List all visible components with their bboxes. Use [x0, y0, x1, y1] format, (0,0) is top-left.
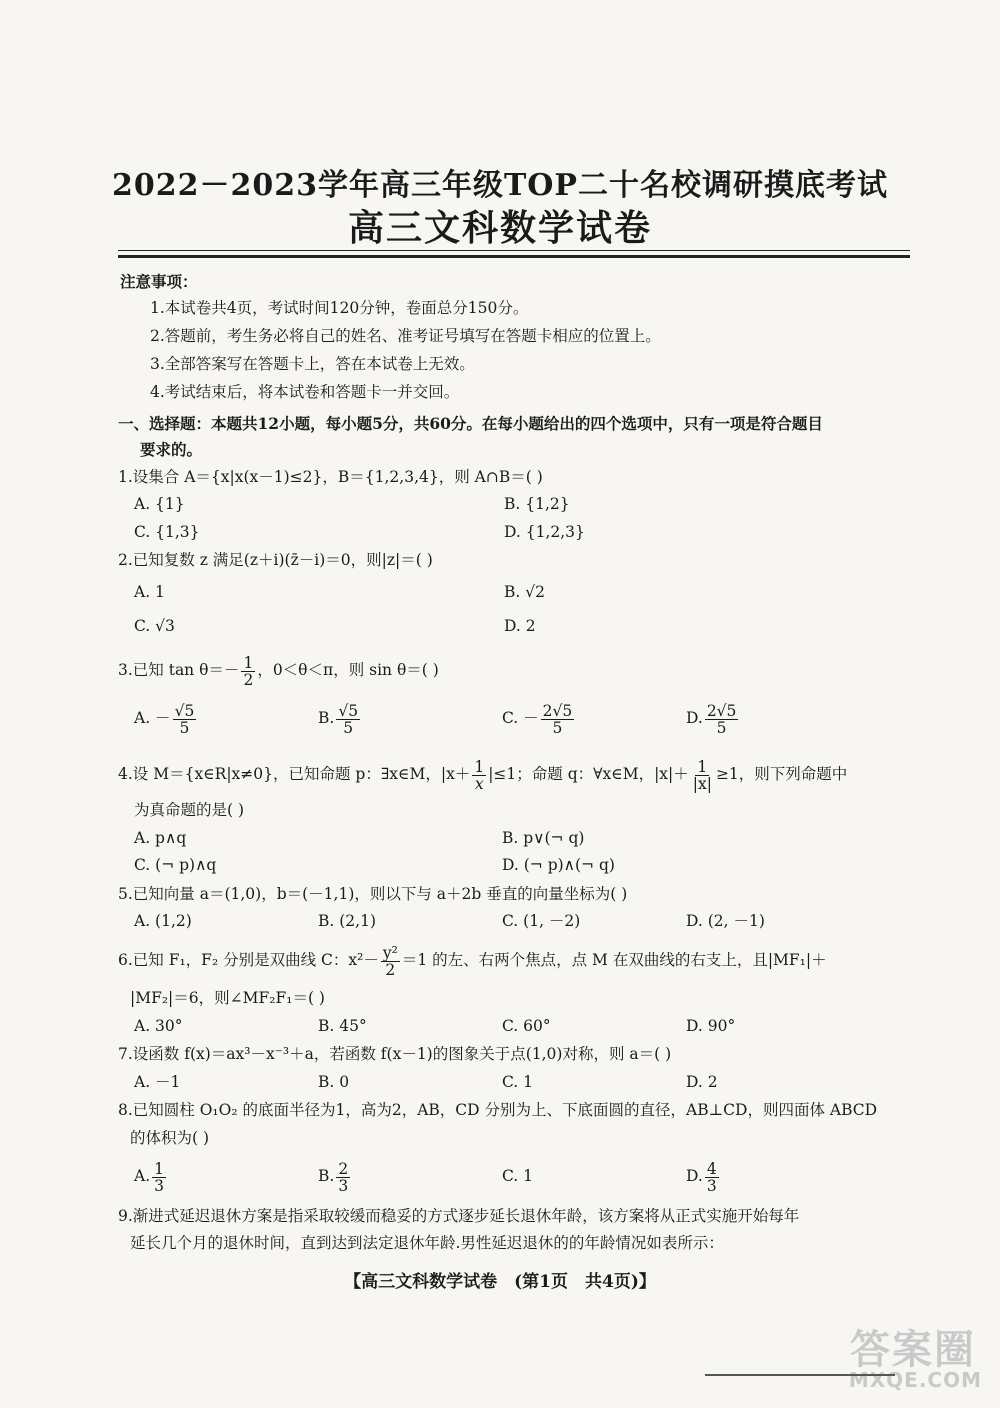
q3-d-den: 5: [716, 718, 727, 737]
q4-fraction-1-num: 1: [474, 757, 485, 776]
q2-option-c: C. √3: [134, 617, 175, 635]
q3-c-den: 5: [552, 718, 563, 737]
q3-b-num: √5: [338, 701, 359, 720]
question-1-stem: 1.设集合 A＝{x|x(x－1)≤2}，B＝{1,2,3,4}，则 A∩B＝( ): [118, 468, 543, 486]
q3-d-num: 2√5: [706, 701, 737, 720]
q6-fraction-num: y²: [382, 943, 398, 962]
section-heading: 一、选择题：本题共12小题，每小题5分，共60分。在每小题给出的四个选项中，只有一项是符合题目: [118, 414, 823, 433]
question-8-stem-cont: 的体积为( ): [130, 1129, 210, 1147]
question-4-stem-cont: 为真命题的是( ): [134, 801, 245, 819]
question-6-stem-cont: |MF₂|＝6，则∠MF₂F₁＝( ): [130, 989, 325, 1007]
watermark-url: MXQE.COM: [848, 1368, 982, 1392]
q8-option-a: [134, 1158, 168, 1194]
q1-option-b: B. {1,2}: [504, 495, 570, 513]
q6-stem-post: ＝1 的左、右两个焦点，点 M 在双曲线的右支上，且|MF₁|＋: [401, 951, 827, 969]
q4-fraction-1-den: x: [474, 774, 484, 793]
q5-option-d: D. (2, －1): [686, 912, 765, 930]
footer-rule: [705, 1374, 895, 1376]
question-9-stem-cont: 延长几个月的退休时间，直到达到法定退休年龄.男性延迟退休的的年龄情况如表所示：: [130, 1234, 724, 1252]
q6-stem-pre: 6.已知 F₁，F₂ 分别是双曲线 C：x²－: [118, 951, 379, 969]
notice-item: 1.本试卷共4页，考试时间120分钟，卷面总分150分。: [150, 299, 529, 317]
section-heading-cont: 要求的。: [140, 440, 203, 459]
q8-d-label: D.: [686, 1167, 703, 1185]
question-2-stem: 2.已知复数 z 满足(z＋i)(z̄－i)＝0，则|z|＝( ): [118, 551, 433, 569]
q8-b-fraction: [336, 1161, 350, 1194]
question-3-stem: [118, 652, 439, 688]
q8-a-den: 3: [154, 1176, 164, 1195]
q7-option-b: B. 0: [318, 1073, 350, 1091]
question-5-stem: 5.已知向量 a＝(1,0)，b＝(－1,1)，则以下与 a＋2b 垂直的向量坐标为( ): [118, 885, 628, 903]
q4-option-d: D. (¬ p)∧(¬ q): [502, 856, 615, 874]
q1-option-c: C. {1,3}: [134, 523, 200, 541]
q1-option-a: A. {1}: [134, 495, 185, 513]
q8-option-d: [686, 1158, 721, 1194]
q8-d-fraction: [705, 1161, 719, 1194]
question-7-stem: 7.设函数 f(x)＝ax³－x⁻³＋a，若函数 f(x－1)的图象关于点(1,0)对称，则 a＝( ): [118, 1045, 672, 1063]
question-9-stem: 9.渐进式延迟退休方案是指采取较缓而稳妥的方式逐步延长退休年龄，该方案将从正式实施开始每年: [118, 1207, 800, 1225]
q7-option-d: D. 2: [686, 1073, 718, 1091]
watermark-logo: [796, 1318, 986, 1398]
q8-option-b: [318, 1158, 352, 1194]
q8-b-label: B.: [318, 1167, 335, 1185]
exam-subtitle: 高三文科数学试卷: [347, 207, 652, 249]
notice-heading: 注意事项：: [120, 272, 198, 291]
notice-item: 2.答题前，考生务必将自己的姓名、准考证号填写在答题卡相应的位置上。: [150, 327, 661, 345]
q3-d-fraction: [705, 703, 739, 736]
q1-option-d: D. {1,2,3}: [504, 523, 585, 541]
q5-option-b: B. (2,1): [318, 912, 376, 930]
q3-option-d: [686, 700, 740, 736]
q3-fraction: [241, 655, 255, 688]
q6-fraction-den: 2: [385, 960, 396, 979]
question-6-stem: [118, 942, 827, 978]
q8-d-den: 3: [706, 1176, 717, 1195]
q4-fraction-1: [472, 759, 486, 792]
q4-fraction-2-num: 1: [697, 757, 708, 776]
q7-option-c: C. 1: [502, 1073, 534, 1091]
q3-option-a: [134, 700, 198, 736]
q6-option-c: C. 60°: [502, 1017, 551, 1035]
notice-item: 4.考试结束后，将本试卷和答题卡一并交回。: [150, 383, 460, 401]
q3-option-b: [318, 700, 362, 736]
q3-b-label: B.: [318, 709, 335, 727]
q4-fraction-2-den: |x|: [692, 774, 712, 793]
q3-a-num: √5: [174, 701, 195, 720]
q6-option-d: D. 90°: [686, 1017, 736, 1035]
q3-fraction-num: 1: [243, 653, 254, 672]
q3-c-label: C. －: [502, 709, 539, 727]
q8-a-num: 1: [154, 1159, 164, 1178]
q6-fraction: [381, 945, 400, 978]
page-footer: 【高三文科数学试卷 (第1页 共4页)】: [344, 1272, 656, 1292]
q8-a-label: A.: [134, 1167, 151, 1185]
q3-stem-post: ，0＜θ＜π，则 sin θ＝( ): [257, 661, 439, 679]
q3-option-c: [502, 700, 576, 736]
notice-item: 3.全部答案写在答题卡上，答在本试卷上无效。: [150, 355, 475, 373]
q8-option-c: C. 1: [502, 1167, 534, 1185]
q4-fraction-2: [691, 759, 714, 792]
q8-b-num: 2: [338, 1159, 349, 1178]
q8-a-fraction: [152, 1161, 166, 1194]
q2-option-d: D. 2: [504, 617, 536, 635]
q4-option-c: C. (¬ p)∧q: [134, 856, 217, 874]
q3-d-label: D.: [686, 709, 703, 727]
question-8-stem: 8.已知圆柱 O₁O₂ 的底面半径为1，高为2，AB，CD 分别为上、下底面圆的直径，AB⊥CD，则四面体 ABCD: [118, 1101, 878, 1119]
q4-option-b: B. p∨(¬ q): [502, 829, 585, 847]
q4-stem-post: ≥1，则下列命题中: [715, 765, 848, 783]
q3-b-den: 5: [343, 718, 354, 737]
q3-b-fraction: [336, 703, 360, 736]
exam-title: 2022－2023学年高三年级TOP二十名校调研摸底考试: [111, 168, 888, 203]
q3-a-label: A. －: [134, 709, 171, 727]
q2-option-b: B. √2: [504, 583, 545, 601]
q8-b-den: 3: [338, 1176, 349, 1195]
q3-c-num: 2√5: [542, 701, 573, 720]
title-divider-thick: [118, 255, 910, 258]
q7-option-a: A. －1: [134, 1073, 181, 1091]
q5-option-a: A. (1,2): [134, 912, 192, 930]
q3-a-fraction: [173, 703, 197, 736]
q6-option-a: A. 30°: [134, 1017, 183, 1035]
watermark-text: 答案圈: [850, 1327, 976, 1373]
q8-d-num: 4: [706, 1159, 717, 1178]
question-4-stem: [118, 756, 847, 792]
q3-c-fraction: [541, 703, 575, 736]
q4-stem-pre: 4.设 M＝{x∈R|x≠0}，已知命题 p：∃x∈M，|x＋: [118, 765, 471, 783]
q4-option-a: A. p∧q: [134, 829, 187, 847]
q6-option-b: B. 45°: [318, 1017, 367, 1035]
title-divider-thin: [118, 250, 910, 251]
q5-option-c: C. (1, －2): [502, 912, 581, 930]
q3-fraction-den: 2: [243, 670, 254, 689]
q3-a-den: 5: [179, 718, 190, 737]
q2-option-a: A. 1: [134, 583, 165, 601]
q4-stem-mid: |≤1；命题 q：∀x∈M，|x|＋: [488, 765, 689, 783]
q3-stem-pre: 3.已知 tan θ＝－: [118, 661, 240, 679]
